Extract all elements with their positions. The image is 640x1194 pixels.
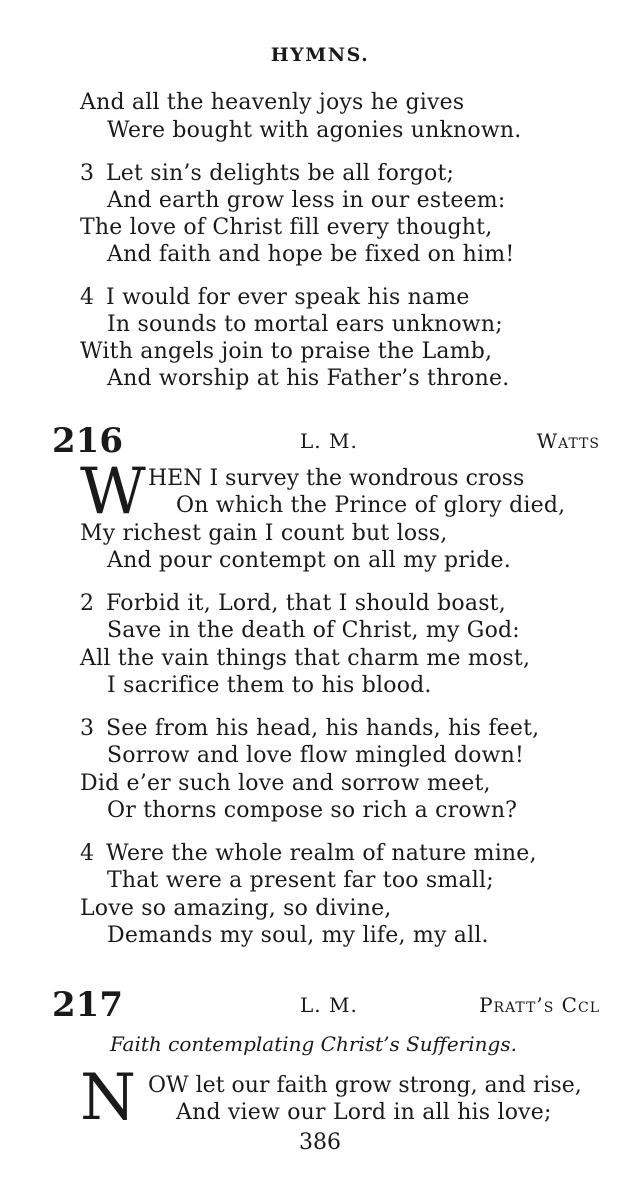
verse-line: HEN I survey the wondrous cross: [148, 466, 525, 491]
verse-line: 3 Let sin’s delights be all forgot;: [80, 161, 455, 186]
verse-line: All the vain things that charm me most,: [80, 646, 531, 671]
verse-line: That were a present far too small;: [107, 868, 494, 893]
verse-line: Or thorns compose so rich a crown?: [107, 798, 518, 823]
drop-cap: W: [80, 455, 146, 529]
verse-line: I sacrifice them to his blood.: [107, 673, 432, 698]
verse-line: And all the heavenly joys he gives: [80, 90, 465, 115]
tune-attribution: Pratt’s Ccl: [479, 993, 600, 1017]
verse-line: And view our Lord in all his love;: [176, 1100, 552, 1125]
verse-line: My richest gain I count but loss,: [80, 521, 448, 546]
verse-line: The love of Christ fill every thought,: [80, 215, 493, 240]
verse-line: On which the Prince of glory died,: [176, 493, 566, 518]
verse-line: And faith and hope be fixed on him!: [107, 242, 515, 267]
verse-line: OW let our faith grow strong, and rise,: [148, 1073, 582, 1098]
verse-line: And worship at his Father’s throne.: [107, 366, 510, 391]
verse-line: In sounds to mortal ears unknown;: [107, 312, 503, 337]
verse-line: 4 Were the whole realm of nature mine,: [80, 841, 537, 866]
hymn-number: 217: [52, 985, 123, 1025]
running-head: HYMNS.: [270, 44, 370, 66]
hymn-header-217: [0, 985, 640, 1025]
tune-attribution: Watts: [536, 429, 600, 453]
stanza-number: 4: [80, 285, 95, 310]
page-number: 386: [299, 1130, 341, 1155]
verse-line: Were bought with agonies unknown.: [107, 118, 522, 143]
verse-line: And earth grow less in our esteem:: [107, 188, 506, 213]
verse-line: With angels join to praise the Lamb,: [80, 339, 493, 364]
verse-line: Save in the death of Christ, my God:: [107, 618, 520, 643]
verse-line: Did e’er such love and sorrow meet,: [80, 771, 491, 796]
meter: L. M.: [300, 429, 358, 453]
verse-line: 3 See from his head, his hands, his feet,: [80, 716, 540, 741]
hymn-number: 216: [52, 421, 123, 461]
verse-line: 2 Forbid it, Lord, that I should boast,: [80, 591, 506, 616]
verse-line: Demands my soul, my life, my all.: [107, 923, 489, 948]
drop-cap: N: [80, 1061, 136, 1135]
verse-line: Sorrow and love flow mingled down!: [107, 743, 525, 768]
meter: L. M.: [300, 993, 358, 1017]
verse-line: 4 I would for ever speak his name: [80, 285, 470, 310]
verse-line: Love so amazing, so divine,: [80, 896, 392, 921]
hymn-subtitle: Faith contemplating Christ’s Sufferings.: [110, 1032, 517, 1056]
stanza-number: 2: [80, 591, 95, 616]
stanza-number: 3: [80, 161, 95, 186]
stanza-number: 4: [80, 841, 95, 866]
verse-line: And pour contempt on all my pride.: [107, 548, 511, 573]
stanza-number: 3: [80, 716, 95, 741]
